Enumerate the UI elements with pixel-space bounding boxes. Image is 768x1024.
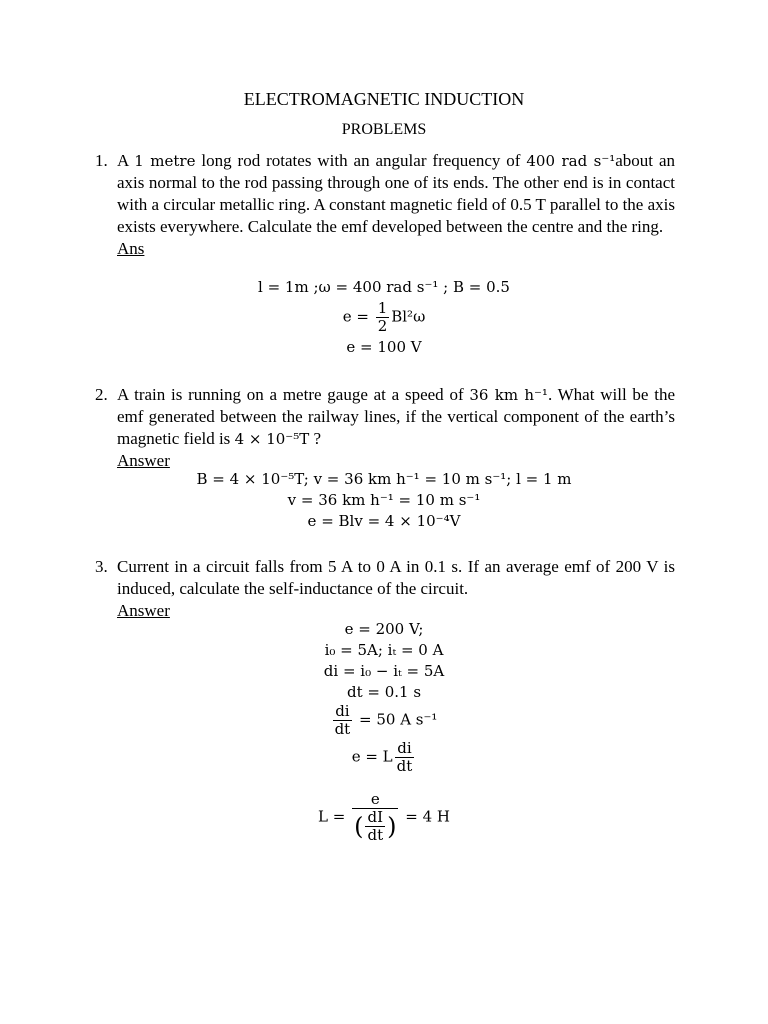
page-title: ELECTROMAGNETIC INDUCTION	[243, 89, 525, 109]
problem-text-part: ?	[313, 429, 322, 449]
problem-text: Current in a circuit falls from 5 A to 0 A in 0.1 s. If an average emf of 200 V is induced, calculate the self-inductance of the circuit.	[117, 557, 675, 599]
equation: l = 1m ;ω = 400 rad s⁻¹ ; B = 0.5	[258, 278, 510, 296]
equation: v = 36 km h⁻¹ = 10 m s⁻¹	[287, 491, 481, 509]
equation-part: e = L	[351, 747, 393, 766]
fraction	[395, 741, 415, 774]
fraction-denominator: dt	[334, 720, 351, 738]
equation: B = 4 × 10⁻⁵T; v = 36 km h⁻¹ = 10 m s⁻¹; l = 1 m	[196, 470, 572, 488]
problem-number: 1.	[95, 151, 108, 170]
equation-part: Bl²ω	[391, 307, 426, 326]
fraction-numerator: dI	[365, 810, 385, 827]
problem-text-part: A	[117, 151, 129, 170]
solution-3	[0, 622, 768, 843]
inline-math: 1 metre	[134, 152, 196, 170]
problem-text-part: . What will be the emf generated between the railway lines, if the vertical component of the earth’s magnetic field is	[117, 385, 675, 449]
equation: e = Blv = 4 × 10⁻⁴V	[307, 512, 461, 530]
page-subtitle: PROBLEMS	[341, 121, 427, 138]
fraction	[333, 704, 353, 737]
fraction-denominator	[352, 809, 398, 843]
inline-math: 4 × 10⁻⁵T	[234, 430, 310, 449]
equation	[0, 792, 768, 843]
problem-text	[117, 150, 675, 238]
equation	[0, 741, 768, 774]
fraction-denominator: 2	[377, 317, 388, 335]
problem-3	[95, 556, 675, 622]
solution-1	[0, 280, 768, 355]
equation-part: = 4 H	[405, 807, 450, 826]
fraction-numerator: di	[395, 741, 415, 758]
equation-part: = 50 A s⁻¹	[359, 710, 438, 729]
answer-label: Answer	[117, 601, 170, 621]
fraction-numerator: e	[352, 792, 398, 809]
equation-part: e =	[342, 307, 369, 326]
inline-math: 36 km h⁻¹	[469, 386, 548, 404]
paren-open: (	[354, 812, 364, 841]
equation-part: L =	[318, 807, 346, 826]
fraction-numerator: 1	[377, 299, 388, 317]
equation: di = i₀ − iₜ = 5A	[323, 662, 445, 680]
fraction	[365, 810, 385, 843]
answer-label: Ans	[117, 239, 145, 259]
fraction	[376, 301, 390, 334]
problem-text-part: A train is running on a metre gauge at a speed of	[117, 385, 464, 404]
problem-1	[95, 150, 675, 260]
fraction	[352, 792, 398, 843]
fraction-denominator: dt	[367, 826, 384, 844]
fraction-numerator: di	[333, 704, 353, 721]
fraction-denominator: dt	[396, 757, 413, 775]
solution-2	[0, 472, 768, 529]
answer-label: Answer	[117, 451, 170, 471]
problem-text	[117, 384, 675, 450]
problem-text-part: long rod rotates with an angular frequency of	[201, 151, 521, 170]
equation: e = 200 V;	[344, 620, 424, 638]
problem-text-part: about an axis normal to the rod passing through one of its ends. The other end is in contact with a circular metallic ring. A constant magnetic field of 0.5 T parallel to the axis exists everywhere. Calculate the emf developed between the centre and the ring.	[117, 151, 676, 237]
problem-number: 2.	[95, 385, 108, 404]
inline-math: 400 rad s⁻¹	[526, 152, 616, 170]
equation: e = 100 V	[346, 338, 422, 356]
equation: i₀ = 5A; iₜ = 0 A	[324, 641, 444, 659]
equation: dt = 0.1 s	[346, 683, 422, 701]
paren-close: )	[387, 812, 397, 841]
equation	[0, 301, 768, 334]
equation	[0, 704, 768, 737]
problem-2	[95, 384, 675, 472]
problem-number: 3.	[95, 557, 108, 576]
